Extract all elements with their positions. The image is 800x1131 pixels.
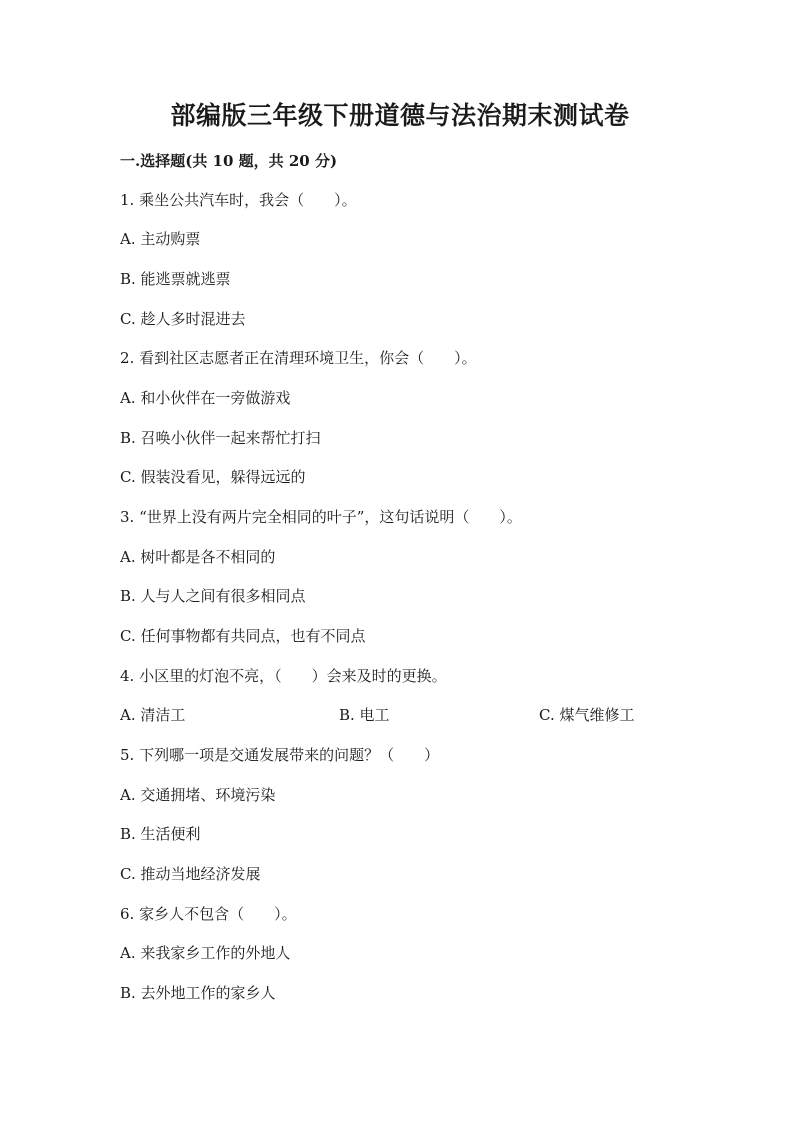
- question-stem: 1. 乘坐公共汽车时，我会（ ）。: [120, 191, 357, 209]
- question-option: A. 树叶都是各不相同的: [120, 548, 276, 566]
- question-option: C. 推动当地经济发展: [120, 865, 261, 883]
- question-option: B. 能逃票就逃票: [120, 270, 231, 288]
- question-option: A. 主动购票: [120, 230, 201, 248]
- question-option: A. 清洁工: [120, 706, 186, 724]
- question-option: B. 召唤小伙伴一起来帮忙打扫: [120, 429, 321, 447]
- page-title: 部编版三年级下册道德与法治期末测试卷: [170, 101, 630, 130]
- section-heading: 一.选择题(共 10 题，共 20 分): [120, 152, 338, 170]
- question-option: B. 电工: [339, 706, 390, 724]
- question-stem: 2. 看到社区志愿者正在清理环境卫生，你会（ ）。: [120, 349, 477, 367]
- question-option: B. 去外地工作的家乡人: [120, 984, 276, 1002]
- question-stem: 3. “世界上没有两片完全相同的叶子”，这句话说明（ ）。: [120, 508, 522, 526]
- question-option: B. 生活便利: [120, 825, 201, 843]
- question-option: C. 假装没看见，躲得远远的: [120, 468, 306, 486]
- question-option: B. 人与人之间有很多相同点: [120, 587, 306, 605]
- question-option: A. 和小伙伴在一旁做游戏: [120, 389, 291, 407]
- question-option: A. 来我家乡工作的外地人: [120, 944, 291, 962]
- question-option: C. 煤气维修工: [539, 706, 635, 724]
- question-option: C. 任何事物都有共同点，也有不同点: [120, 627, 366, 645]
- question-stem: 5. 下列哪一项是交通发展带来的问题？（ ）: [120, 746, 440, 764]
- question-stem: 4. 小区里的灯泡不亮，（ ）会来及时的更换。: [120, 667, 447, 685]
- question-option: C. 趁人多时混进去: [120, 310, 246, 328]
- question-stem: 6. 家乡人不包含（ ）。: [120, 905, 297, 923]
- question-option: A. 交通拥堵、环境污染: [120, 786, 276, 804]
